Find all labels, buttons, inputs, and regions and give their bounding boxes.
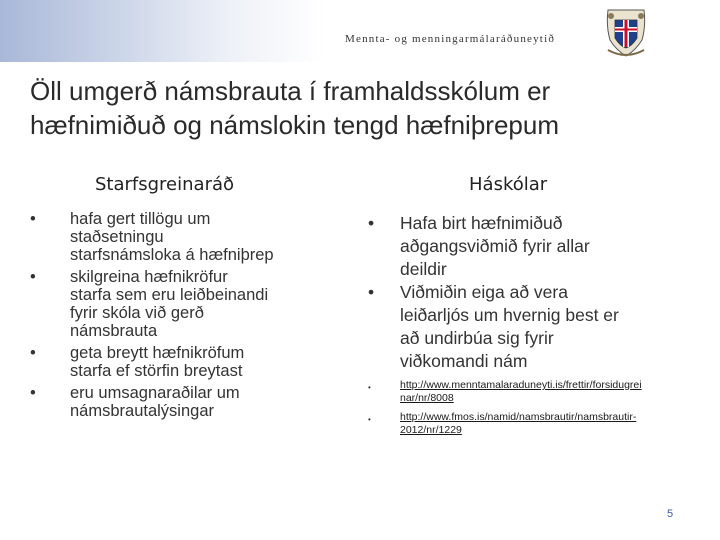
bullet-icon: • bbox=[368, 282, 375, 302]
link-line[interactable]: nar/nr/8008 bbox=[400, 392, 454, 404]
list-item-line: eru umsagnaraðilar um bbox=[70, 384, 240, 402]
menntamalaraduneyti-link[interactable] bbox=[400, 379, 688, 405]
list-item-line: Hafa birt hæfnimiðuð bbox=[400, 213, 563, 233]
list-item-line: námsbrautalýsingar bbox=[70, 402, 214, 420]
list-item bbox=[368, 281, 688, 373]
list-item-line: hafa gert tillögu um bbox=[70, 210, 211, 228]
bullet-icon: • bbox=[368, 213, 375, 233]
bullet-icon: • bbox=[30, 210, 36, 228]
title-line: Öll umgerð námsbrauta í framhaldsskólum er bbox=[30, 76, 551, 106]
list-item bbox=[30, 384, 340, 420]
bullet-icon: • bbox=[30, 384, 36, 402]
list-item-line: viðkomandi nám bbox=[400, 351, 528, 371]
list-item-line: starfa ef störfin breytast bbox=[70, 362, 243, 380]
list-item-line: leiðarljós um hvernig best er bbox=[400, 305, 619, 325]
list-item-line: fyrir skóla við gerð bbox=[70, 304, 204, 322]
list-item-line: námsbrauta bbox=[70, 322, 158, 340]
list-item-line: Viðmiðin eiga að vera bbox=[400, 282, 568, 302]
bullet-icon: • bbox=[30, 268, 36, 286]
title-line: hæfnimiðuð og námslokin tengd hæfniþrepum bbox=[30, 110, 559, 140]
bullet-icon: • bbox=[368, 415, 371, 424]
link-line[interactable]: http://www.menntamalaraduneyti.is/frettir/forsidugrei bbox=[400, 379, 642, 391]
right-column-heading: Háskólar bbox=[469, 174, 548, 195]
link-line[interactable]: 2012/nr/1229 bbox=[400, 424, 462, 436]
bullet-icon: • bbox=[368, 383, 371, 392]
list-item bbox=[30, 344, 340, 380]
right-bullet-list bbox=[368, 212, 688, 437]
link-line[interactable]: http://www.fmos.is/namid/namsbrautir/namsbrautir- bbox=[400, 411, 637, 423]
list-item-line: starfa sem eru leiðbeinandi bbox=[70, 286, 269, 304]
list-item-line: að undirbúa sig fyrir bbox=[400, 328, 554, 348]
fmos-link[interactable] bbox=[400, 411, 688, 437]
list-item-line: skilgreina hæfnikröfur bbox=[70, 268, 228, 286]
link-item bbox=[368, 411, 688, 437]
left-column-heading: Starfsgreinaráð bbox=[95, 174, 235, 195]
list-item-line: deildir bbox=[400, 259, 447, 279]
ministry-name: Mennta- og menningarmálaráðuneytið bbox=[345, 33, 556, 45]
bullet-icon: • bbox=[30, 344, 36, 362]
list-item-line: staðsetningu bbox=[70, 228, 164, 246]
slide-title bbox=[30, 74, 690, 142]
link-item bbox=[368, 379, 688, 405]
list-item bbox=[368, 212, 688, 281]
list-item-line: geta breytt hæfnikröfum bbox=[70, 344, 245, 362]
list-item-line: starfsnámsloka á hæfniþrep bbox=[70, 246, 274, 264]
list-item-line: aðgangsviðmið fyrir allar bbox=[400, 236, 590, 256]
left-bullet-list bbox=[30, 210, 340, 424]
list-item bbox=[30, 210, 340, 264]
coat-of-arms-icon bbox=[602, 6, 650, 60]
list-item bbox=[30, 268, 340, 340]
page-number: 5 bbox=[667, 508, 674, 520]
